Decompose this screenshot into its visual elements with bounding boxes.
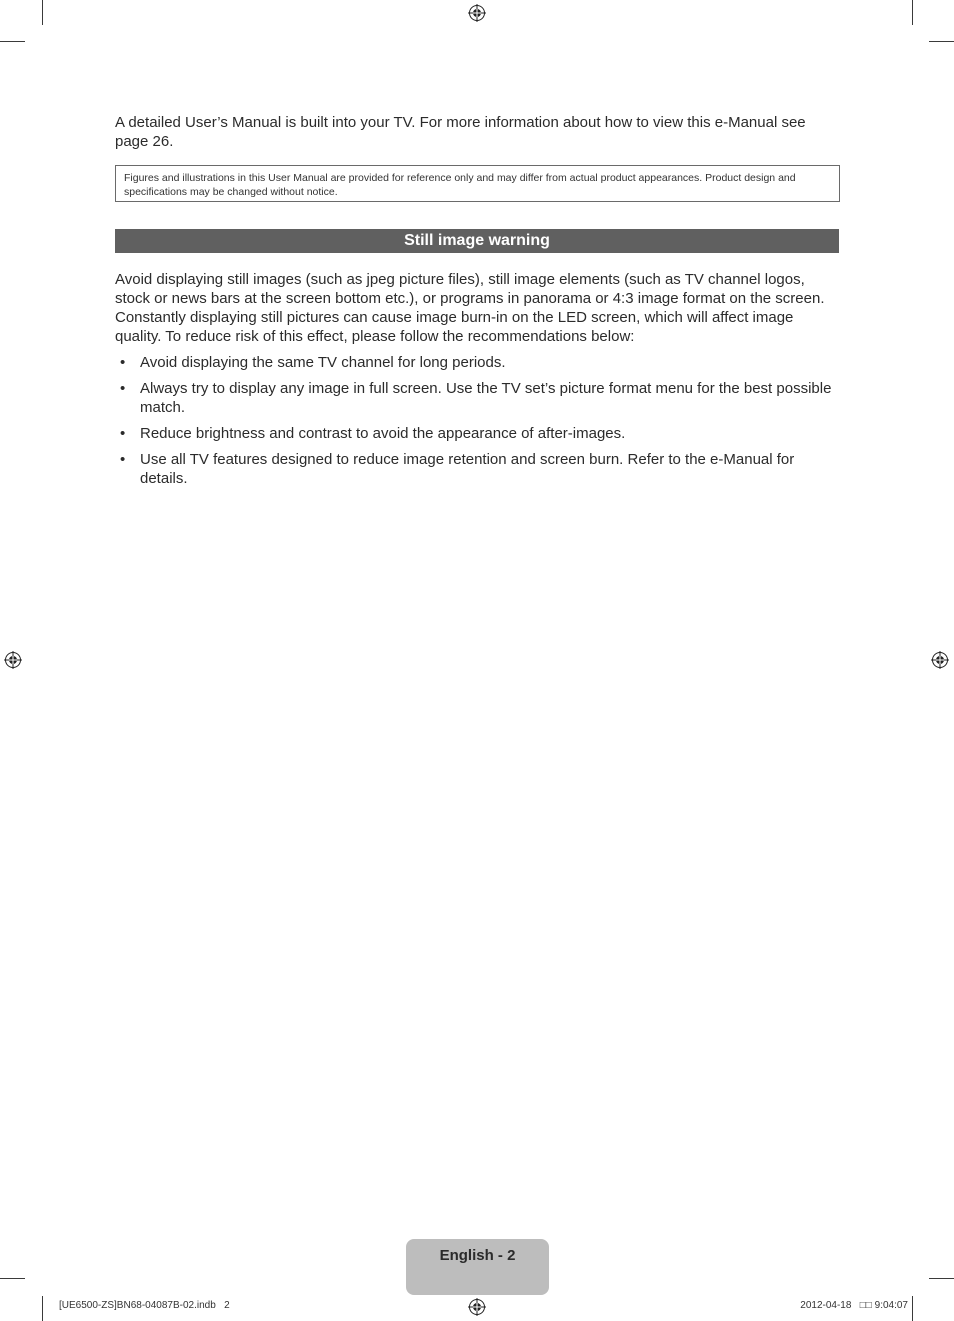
recommendations-list: [115, 353, 840, 495]
disclaimer-notice-box: [115, 165, 840, 202]
crop-mark-bottom-right-vertical: [912, 1296, 913, 1321]
registration-mark-icon: [468, 4, 486, 22]
list-item-text: Reduce brightness and contrast to avoid the appearance of after-images.: [140, 425, 626, 442]
crop-mark-top-left-vertical: [42, 0, 43, 25]
list-item: [115, 450, 840, 488]
list-item: [115, 353, 840, 372]
bullet-icon: •: [120, 451, 126, 468]
crop-mark-top-right-vertical: [912, 0, 913, 25]
crop-mark-top-right-horizontal: [929, 41, 954, 42]
crop-mark-bottom-left-horizontal: [0, 1278, 25, 1279]
intro-paragraph: A detailed User’s Manual is built into your TV. For more information about how to view this e-Manual see page 26.: [115, 114, 806, 150]
print-slug-filename: [UE6500-ZS]BN68-04087B-02.indb 2: [59, 1300, 230, 1311]
bullet-icon: •: [120, 425, 126, 442]
section-heading-title: Still image warning: [404, 232, 550, 249]
print-slug-timestamp: 2012-04-18 □□ 9:04:07: [800, 1300, 908, 1311]
crop-mark-bottom-left-vertical: [42, 1296, 43, 1321]
disclaimer-notice-text: Figures and illustrations in this User Manual are provided for reference only and may differ from actual product appearances. Product design and specifications may be changed without notice.: [124, 172, 796, 198]
bullet-icon: •: [120, 380, 126, 397]
list-item: [115, 379, 840, 417]
list-item: [115, 424, 840, 443]
section-heading-bar: [115, 229, 839, 253]
page-number-tab: [406, 1239, 549, 1295]
list-item-text: Use all TV features designed to reduce image retention and screen burn. Refer to the e-Manual for details.: [140, 451, 795, 487]
list-item-text: Always try to display any image in full screen. Use the TV set’s picture format menu for the best possible match.: [140, 380, 832, 416]
still-image-warning-paragraph: Avoid displaying still images (such as jpeg picture files), still image elements (such as TV channel logos, stock or news bars at the screen bottom etc.), or programs in panorama or 4:3 image format on the screen. Constantly displaying still pictures can cause image burn-in on the LED screen, which will affect image quality. To reduce risk of this effect, please follow the recommendations below:: [115, 271, 825, 345]
registration-mark-icon: [4, 651, 22, 669]
registration-mark-icon: [931, 651, 949, 669]
bullet-icon: •: [120, 354, 126, 371]
registration-mark-icon: [468, 1298, 486, 1316]
page-number-label: English - 2: [439, 1247, 516, 1264]
list-item-text: Avoid displaying the same TV channel for long periods.: [140, 354, 506, 371]
crop-mark-bottom-right-horizontal: [929, 1278, 954, 1279]
crop-mark-top-left-horizontal: [0, 41, 25, 42]
